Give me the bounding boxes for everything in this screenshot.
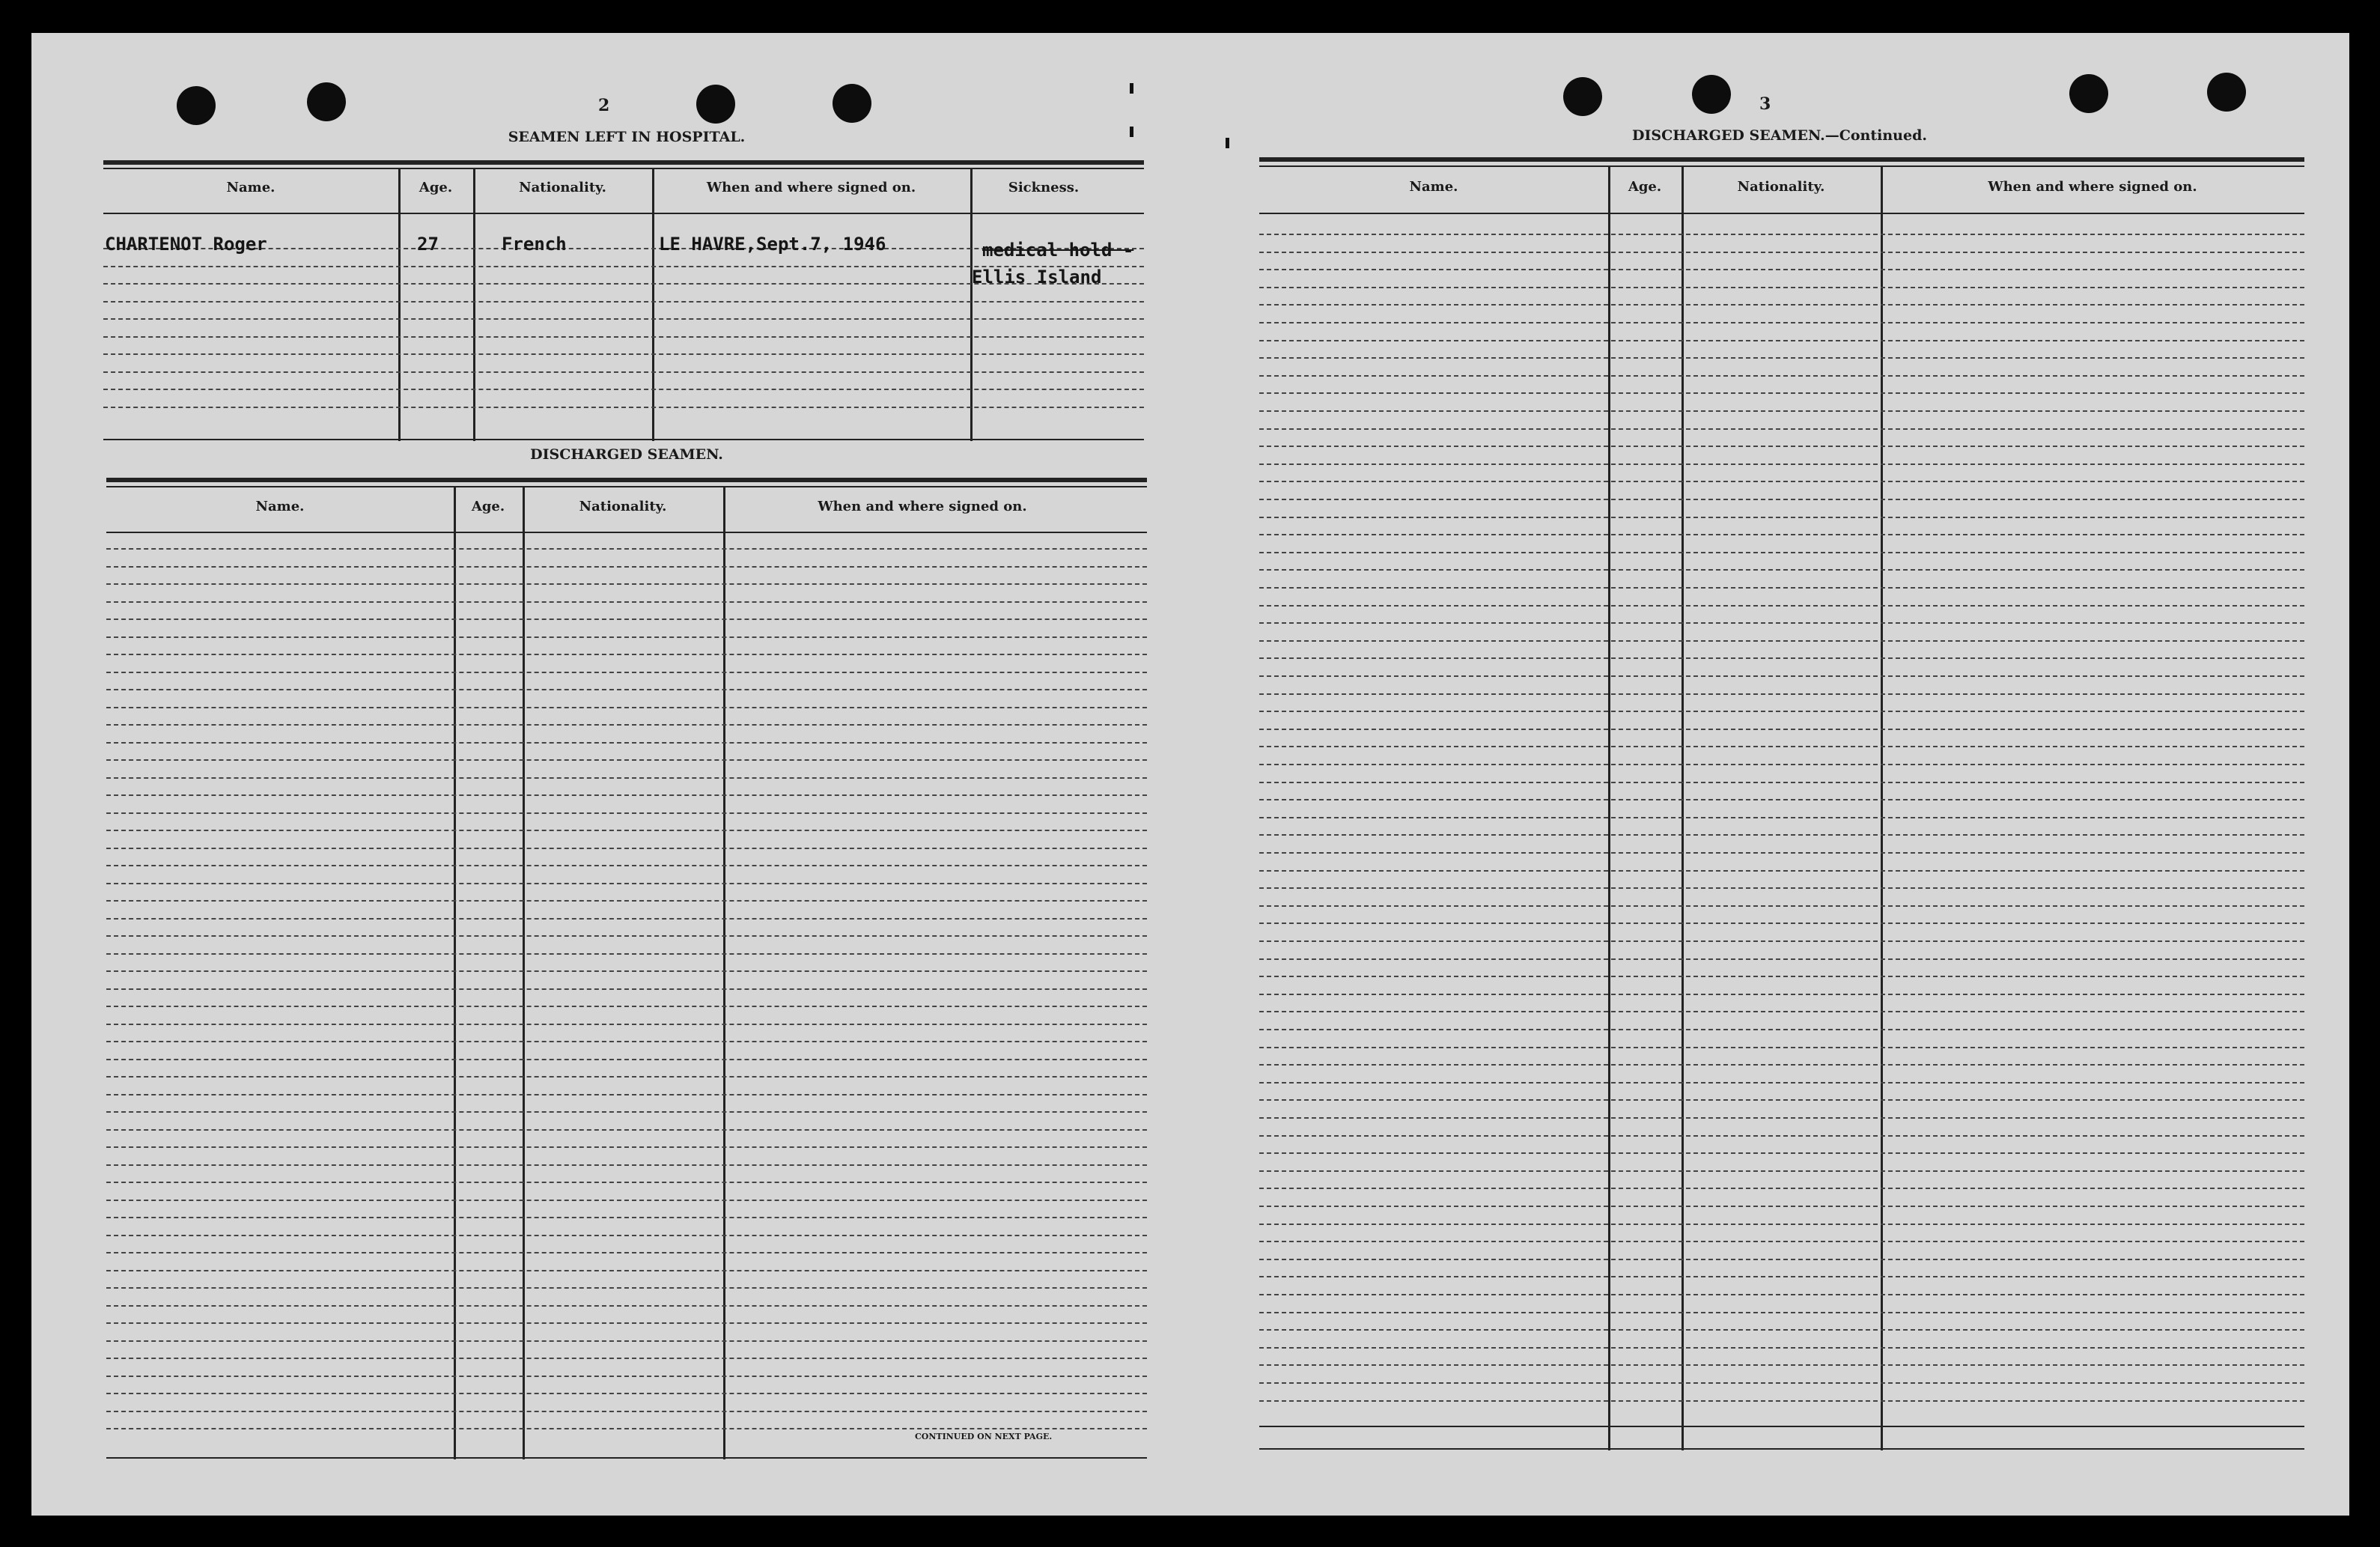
ruled-line [106,953,1147,955]
ruled-line [106,883,1147,884]
ruled-line [106,1376,1147,1377]
ruled-line [106,1340,1147,1342]
column-divider [652,168,654,441]
rule [106,1457,1147,1459]
header-rule [103,213,1144,214]
ruled-line [1259,446,2304,447]
ruled-line [106,1059,1147,1060]
hospital-section-title: SEAMEN LEFT IN HOSPITAL. [508,129,746,145]
ruled-line [106,1428,1147,1429]
entry-sickness: Ellis Island [972,267,1102,288]
punch-hole [1563,77,1602,116]
ruled-line [1259,1329,2304,1331]
ruled-line [106,900,1147,902]
ruled-line [1259,1188,2304,1189]
ruled-line [1259,1276,2304,1277]
rule [106,486,1147,487]
column-header: Age. [419,180,453,195]
document-sheet [31,33,2349,1516]
ruled-line [106,548,1147,550]
ruled-line [106,1235,1147,1236]
ruled-line [106,601,1147,603]
entry-age: 27 [417,234,439,255]
ruled-line [103,301,1144,303]
ruled-line [1259,1347,2304,1349]
entry-signed-on: LE HAVRE,Sept.7, 1946 [659,234,886,255]
ruled-line [106,636,1147,638]
ruled-line [1259,852,2304,854]
ruled-line [106,988,1147,990]
ruled-line [103,389,1144,390]
ruled-line [106,672,1147,673]
ruled-line [1259,234,2304,235]
column-header: Name. [1409,179,1458,195]
ruled-line [103,371,1144,373]
ruled-line [1259,1011,2304,1012]
ruled-line [1259,940,2304,942]
column-divider [473,168,475,441]
ruled-line [106,654,1147,655]
ruled-line [106,1270,1147,1271]
column-header: Nationality. [1737,179,1825,195]
ruled-line [1259,1259,2304,1260]
punch-hole [696,85,735,124]
ruled-line [1259,976,2304,977]
ruled-line [1259,499,2304,500]
ruled-line [103,318,1144,320]
ruled-line [1259,711,2304,712]
ruled-line [1259,799,2304,800]
ruled-line [1259,640,2304,642]
ruled-line [1259,817,2304,818]
page-number: 2 [598,96,610,115]
ruled-line [1259,428,2304,430]
ruled-line [1259,605,2304,607]
ruled-line [106,566,1147,568]
ruled-line [1259,887,2304,889]
column-header: Name. [255,499,305,514]
ruled-line [106,1164,1147,1166]
ruled-line [106,935,1147,937]
ruled-line [106,794,1147,796]
punch-hole [833,84,871,123]
ruled-line [1259,764,2304,765]
ruled-line [106,812,1147,814]
ruled-line [106,970,1147,972]
punch-hole [2069,74,2108,113]
ruled-line [1259,1029,2304,1030]
ruled-line [1259,657,2304,659]
discharged-section-title: DISCHARGED SEAMEN. [530,446,723,463]
ruled-line [106,848,1147,849]
ruled-line [106,1076,1147,1078]
punch-hole [307,82,346,121]
ruled-line [1259,304,2304,306]
column-header: Nationality. [519,180,606,195]
column-header: Age. [471,499,505,514]
ruled-line [1259,1064,2304,1066]
ruled-line [106,619,1147,620]
ruled-line [103,407,1144,408]
column-divider [723,486,725,1459]
ruled-line [1259,746,2304,747]
ruled-line [1259,1312,2304,1313]
rule [1259,1426,2304,1427]
continued-note: CONTINUED ON NEXT PAGE. [915,1432,1053,1441]
header-rule [106,532,1147,533]
ruled-line [106,1393,1147,1394]
ruled-line [106,707,1147,708]
column-divider [523,486,525,1459]
rule [106,478,1147,482]
ruled-line [106,759,1147,761]
ruled-line [1259,870,2304,872]
ruled-line [1259,392,2304,394]
ruled-line [106,1041,1147,1042]
ruled-line [106,1129,1147,1131]
ruled-line [106,1322,1147,1324]
entry-sickness: medical hold - [982,240,1134,261]
ruled-line [1259,1117,2304,1119]
ruled-line [1259,1152,2304,1154]
ruled-line [1259,1364,2304,1366]
ruled-line [1259,534,2304,535]
header-rule [1259,213,2304,214]
ruled-line [106,1200,1147,1201]
ruled-line [1259,322,2304,323]
ruled-line [1259,1082,2304,1083]
ruled-line [1259,464,2304,465]
ruled-line [106,1287,1147,1289]
ruled-line [1259,269,2304,270]
ruled-line [106,777,1147,779]
column-header: Name. [226,180,276,195]
rule [103,439,1144,440]
ruled-line [1259,693,2304,695]
ruled-line [106,1182,1147,1183]
ruled-line [1259,481,2304,482]
page-number: 3 [1759,94,1771,114]
ruled-line [1259,923,2304,924]
ruled-line [1259,958,2304,960]
ruled-line [1259,1294,2304,1295]
ruled-line [1259,622,2304,624]
ruled-line [1259,1224,2304,1225]
rule [1259,165,2304,167]
column-divider [398,168,401,441]
column-header: When and where signed on. [706,180,916,195]
ruled-line [103,336,1144,338]
ruled-line [106,689,1147,690]
ruled-line [1259,357,2304,359]
ruled-line [1259,252,2304,253]
ruled-line [1259,375,2304,377]
ruled-line [1259,1382,2304,1384]
column-header: Nationality. [579,499,667,514]
rule [103,168,1144,169]
column-divider [454,486,456,1459]
ruled-line [106,742,1147,744]
ruled-line [106,1252,1147,1253]
ruled-line [106,583,1147,585]
ruled-line [1259,1241,2304,1242]
punch-hole [177,86,216,125]
ruled-line [1259,552,2304,553]
ruled-line [106,724,1147,726]
punch-hole [2207,73,2246,112]
staple-mark [1130,83,1133,94]
ruled-line [106,830,1147,831]
column-header: Sickness. [1008,180,1080,195]
ruled-line [1259,729,2304,730]
ruled-line [106,1411,1147,1412]
ruled-line [1259,569,2304,571]
ruled-line [1259,1400,2304,1402]
entry-nationality: French [502,234,567,255]
ruled-line [1259,1047,2304,1048]
column-divider [970,168,973,441]
ruled-line [1259,994,2304,995]
ruled-line [1259,905,2304,907]
ruled-line [1259,1135,2304,1137]
punch-hole [1692,75,1731,114]
ruled-line [1259,675,2304,677]
ruled-line [1259,410,2304,412]
column-header: When and where signed on. [818,499,1027,514]
ruled-line [106,918,1147,920]
ruled-line [1259,782,2304,783]
ruled-line [1259,1170,2304,1172]
ruled-line [1259,834,2304,836]
entry-name: CHARTENOT Roger [105,234,267,255]
ruled-line [1259,517,2304,518]
ruled-line [106,1094,1147,1095]
ruled-line [106,865,1147,866]
column-header: Age. [1628,179,1662,195]
staple-mark [1226,138,1229,148]
ruled-line [103,353,1144,355]
ruled-line [1259,1099,2304,1101]
ruled-line [106,1305,1147,1307]
ruled-line [106,1006,1147,1007]
discharged-continued-title: DISCHARGED SEAMEN.—Continued. [1632,127,1927,144]
ruled-line [1259,1206,2304,1207]
rule [103,160,1144,165]
ruled-line [1259,587,2304,589]
column-header: When and where signed on. [1988,179,2197,195]
ruled-line [1259,340,2304,341]
ruled-line [1259,287,2304,288]
ruled-line [106,1146,1147,1148]
ruled-line [106,1111,1147,1113]
ruled-line [106,1358,1147,1359]
ruled-line [106,1217,1147,1218]
rule [1259,1448,2304,1450]
rule [1259,157,2304,162]
ruled-line [106,1024,1147,1025]
